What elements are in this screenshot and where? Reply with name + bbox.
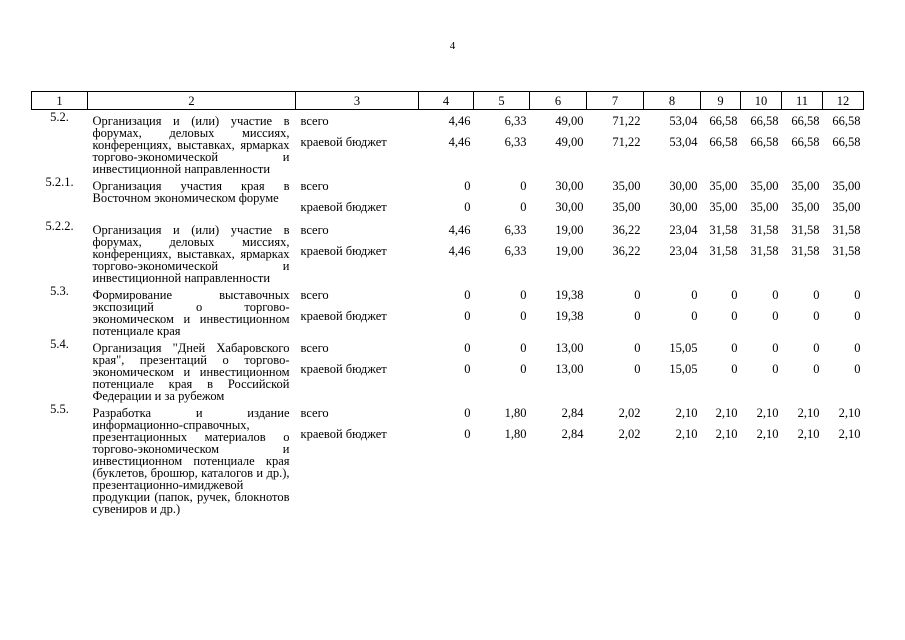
value-cell <box>587 219 644 284</box>
value-entry: 71,22 <box>612 135 641 149</box>
value-cell <box>782 284 823 337</box>
header-cell: 11 <box>782 92 823 110</box>
value-entry: 19,38 <box>555 309 584 323</box>
value-entry: 31,58 <box>832 244 861 258</box>
value-entry: 1,80 <box>504 406 527 420</box>
value-entry: 0 <box>464 406 471 420</box>
funding-source-label: краевой бюджет <box>300 135 387 149</box>
header-cell: 4 <box>419 92 474 110</box>
header-cell: 2 <box>88 92 296 110</box>
value-cell <box>474 110 530 176</box>
value-cell <box>419 110 474 176</box>
value-cell <box>741 175 782 219</box>
value-entry: 30,00 <box>669 179 698 193</box>
value-entry: 2,10 <box>797 427 820 441</box>
value-entry: 0 <box>464 179 471 193</box>
value-cell <box>644 337 701 402</box>
value-entry: 0 <box>691 288 698 302</box>
value-entry: 2,10 <box>715 406 738 420</box>
funding-sources <box>296 175 419 219</box>
value-entry: 2,10 <box>838 427 861 441</box>
value-cell <box>782 337 823 402</box>
row-number: 5.3. <box>50 284 69 298</box>
value-cell <box>823 219 864 284</box>
value-entry: 36,22 <box>612 244 641 258</box>
value-entry: 0 <box>854 288 861 302</box>
page-number: 4 <box>449 40 456 52</box>
value-entry: 0 <box>731 362 738 376</box>
funding-sources <box>296 284 419 337</box>
value-entry: 53,04 <box>669 114 698 128</box>
value-entry: 35,00 <box>791 179 820 193</box>
value-entry: 0 <box>731 288 738 302</box>
value-entry: 0 <box>854 362 861 376</box>
value-cell <box>701 219 741 284</box>
funding-source-label: всего <box>300 114 329 128</box>
value-cell <box>823 110 864 176</box>
value-entry: 2,02 <box>618 427 641 441</box>
value-entry: 0 <box>731 341 738 355</box>
value-cell <box>823 175 864 219</box>
table-row <box>32 402 864 515</box>
value-cell <box>782 175 823 219</box>
row-number: 5.2. <box>50 110 69 124</box>
value-cell <box>419 402 474 515</box>
value-entry: 53,04 <box>669 135 698 149</box>
header-cell: 8 <box>644 92 701 110</box>
header-cell: 10 <box>741 92 782 110</box>
value-cell <box>587 110 644 176</box>
value-cell <box>782 219 823 284</box>
value-entry: 35,00 <box>791 200 820 214</box>
program-table <box>31 91 864 515</box>
funding-source-label: краевой бюджет <box>300 427 387 441</box>
table-header-row <box>32 92 864 110</box>
value-entry: 0 <box>634 309 641 323</box>
value-cell <box>530 402 587 515</box>
value-entry: 19,38 <box>555 288 584 302</box>
value-entry: 0 <box>813 309 820 323</box>
value-cell <box>782 402 823 515</box>
value-cell <box>644 219 701 284</box>
value-cell <box>587 284 644 337</box>
value-entry: 2,10 <box>756 406 779 420</box>
value-entry: 0 <box>854 341 861 355</box>
value-entry: 0 <box>854 309 861 323</box>
value-entry: 0 <box>520 362 527 376</box>
value-entry: 35,00 <box>832 200 861 214</box>
value-entry: 35,00 <box>750 200 779 214</box>
funding-sources <box>296 337 419 402</box>
value-entry: 23,04 <box>669 244 698 258</box>
value-entry: 4,46 <box>448 114 471 128</box>
value-cell <box>741 284 782 337</box>
value-entry: 2,10 <box>756 427 779 441</box>
value-entry: 0 <box>464 427 471 441</box>
value-entry: 71,22 <box>612 114 641 128</box>
funding-source-label: краевой бюджет <box>300 200 387 214</box>
value-entry: 0 <box>464 309 471 323</box>
value-entry: 15,05 <box>669 362 698 376</box>
table-row <box>32 175 864 219</box>
value-entry: 66,58 <box>750 135 779 149</box>
value-entry: 66,58 <box>709 114 738 128</box>
value-entry: 35,00 <box>612 200 641 214</box>
value-entry: 6,33 <box>504 244 527 258</box>
value-cell <box>701 175 741 219</box>
value-entry: 31,58 <box>750 223 779 237</box>
value-entry: 35,00 <box>709 179 738 193</box>
funding-source-label: краевой бюджет <box>300 309 387 323</box>
value-cell <box>419 175 474 219</box>
value-entry: 6,33 <box>504 135 527 149</box>
funding-source-label: краевой бюджет <box>300 244 387 258</box>
value-cell <box>530 175 587 219</box>
value-entry: 0 <box>772 341 779 355</box>
value-cell <box>474 337 530 402</box>
value-entry: 23,04 <box>669 223 698 237</box>
value-cell <box>741 219 782 284</box>
value-cell <box>530 284 587 337</box>
value-entry: 0 <box>464 200 471 214</box>
value-entry: 31,58 <box>791 244 820 258</box>
funding-source-label: всего <box>300 288 329 302</box>
value-entry: 2,10 <box>797 406 820 420</box>
value-entry: 0 <box>520 179 527 193</box>
value-entry: 0 <box>464 362 471 376</box>
value-cell <box>587 402 644 515</box>
table-row <box>32 110 864 176</box>
value-entry: 2,84 <box>561 406 584 420</box>
value-entry: 30,00 <box>669 200 698 214</box>
value-entry: 66,58 <box>709 135 738 149</box>
value-entry: 66,58 <box>791 135 820 149</box>
value-entry: 35,00 <box>832 179 861 193</box>
header-cell: 6 <box>530 92 587 110</box>
value-entry: 0 <box>464 341 471 355</box>
value-cell <box>644 284 701 337</box>
row-number: 5.2.1. <box>45 175 74 189</box>
value-entry: 13,00 <box>555 341 584 355</box>
value-entry: 0 <box>520 309 527 323</box>
value-cell <box>823 284 864 337</box>
funding-sources <box>296 402 419 515</box>
value-entry: 0 <box>813 362 820 376</box>
row-number: 5.4. <box>50 337 69 351</box>
row-description: Организация и (или) участие в форумах, деловых миссиях, конференциях, выставках, ярмарках торгово-экономической и инвестиционной направленности <box>92 223 290 285</box>
value-cell <box>530 219 587 284</box>
value-entry: 31,58 <box>832 223 861 237</box>
value-entry: 35,00 <box>709 200 738 214</box>
value-entry: 19,00 <box>555 244 584 258</box>
value-cell <box>741 110 782 176</box>
value-cell <box>644 175 701 219</box>
value-entry: 2,10 <box>715 427 738 441</box>
value-entry: 13,00 <box>555 362 584 376</box>
value-cell <box>741 402 782 515</box>
value-entry: 0 <box>772 362 779 376</box>
value-entry: 31,58 <box>709 244 738 258</box>
value-entry: 2,10 <box>675 406 698 420</box>
value-cell <box>419 337 474 402</box>
value-cell <box>530 110 587 176</box>
header-cell: 3 <box>296 92 419 110</box>
value-cell <box>823 337 864 402</box>
value-entry: 0 <box>813 288 820 302</box>
value-cell <box>644 110 701 176</box>
value-entry: 35,00 <box>750 179 779 193</box>
header-cell: 9 <box>701 92 741 110</box>
row-description: Разработка и издание информационно-справочных, презентационных материалов о торгово-экономическом и инвестиционном потенциале края (буклетов, брошюр, каталогов и др.), презентационно-имиджевой продукции (папок, ручек, блокнотов сувениров и др.) <box>92 406 290 516</box>
funding-source-label: всего <box>300 223 329 237</box>
value-entry: 2,10 <box>675 427 698 441</box>
funding-sources <box>296 110 419 176</box>
value-cell <box>644 402 701 515</box>
value-entry: 4,46 <box>448 135 471 149</box>
value-entry: 19,00 <box>555 223 584 237</box>
value-entry: 15,05 <box>669 341 698 355</box>
value-entry: 49,00 <box>555 135 584 149</box>
value-cell <box>474 219 530 284</box>
value-cell <box>701 402 741 515</box>
value-entry: 36,22 <box>612 223 641 237</box>
value-entry: 0 <box>464 288 471 302</box>
value-entry: 66,58 <box>791 114 820 128</box>
value-entry: 4,46 <box>448 223 471 237</box>
value-entry: 35,00 <box>612 179 641 193</box>
value-entry: 49,00 <box>555 114 584 128</box>
row-description: Организация участия края в Восточном экономическом форуме <box>92 179 290 205</box>
funding-sources <box>296 219 419 284</box>
funding-source-label: всего <box>300 179 329 193</box>
funding-source-label: краевой бюджет <box>300 362 387 376</box>
value-entry: 66,58 <box>832 135 861 149</box>
value-entry: 0 <box>634 341 641 355</box>
value-entry: 0 <box>731 309 738 323</box>
row-description: Организация и (или) участие в форумах, деловых миссиях, конференциях, выставках, ярмарках торгово-экономической и инвестиционной направленности <box>92 114 290 176</box>
row-number: 5.5. <box>50 402 69 416</box>
value-entry: 31,58 <box>791 223 820 237</box>
value-entry: 66,58 <box>832 114 861 128</box>
value-entry: 0 <box>772 288 779 302</box>
header-cell: 12 <box>823 92 864 110</box>
table-row <box>32 219 864 284</box>
value-entry: 2,84 <box>561 427 584 441</box>
value-entry: 66,58 <box>750 114 779 128</box>
table-row <box>32 337 864 402</box>
value-entry: 0 <box>691 309 698 323</box>
value-entry: 2,10 <box>838 406 861 420</box>
value-cell <box>419 219 474 284</box>
value-entry: 30,00 <box>555 200 584 214</box>
funding-source-label: всего <box>300 341 329 355</box>
value-cell <box>474 175 530 219</box>
header-cell: 7 <box>587 92 644 110</box>
value-entry: 0 <box>520 200 527 214</box>
row-number: 5.2.2. <box>45 219 74 233</box>
row-description: Организация "Дней Хабаровского края", презентаций о торгово-экономическом и инвестиционном потенциале края в Российской Федерации и за рубежом <box>92 341 290 403</box>
value-entry: 2,02 <box>618 406 641 420</box>
value-cell <box>419 284 474 337</box>
value-cell <box>701 337 741 402</box>
value-entry: 6,33 <box>504 223 527 237</box>
header-cell: 5 <box>474 92 530 110</box>
value-entry: 0 <box>520 341 527 355</box>
value-entry: 31,58 <box>750 244 779 258</box>
table-row <box>32 284 864 337</box>
value-cell <box>823 402 864 515</box>
value-entry: 4,46 <box>448 244 471 258</box>
row-description: Формирование выставочных экспозиций о торгово-экономическом и инвестиционном потенциале края <box>92 288 290 338</box>
value-entry: 0 <box>813 341 820 355</box>
value-cell <box>701 110 741 176</box>
value-cell <box>587 337 644 402</box>
value-entry: 30,00 <box>555 179 584 193</box>
value-cell <box>741 337 782 402</box>
value-entry: 0 <box>634 288 641 302</box>
value-entry: 6,33 <box>504 114 527 128</box>
funding-source-label: всего <box>300 406 329 420</box>
value-cell <box>474 402 530 515</box>
header-cell: 1 <box>32 92 88 110</box>
value-entry: 31,58 <box>709 223 738 237</box>
value-entry: 0 <box>634 362 641 376</box>
value-cell <box>474 284 530 337</box>
value-cell <box>782 110 823 176</box>
value-entry: 0 <box>772 309 779 323</box>
value-entry: 1,80 <box>504 427 527 441</box>
value-cell <box>530 337 587 402</box>
value-entry: 0 <box>520 288 527 302</box>
value-cell <box>587 175 644 219</box>
value-cell <box>701 284 741 337</box>
